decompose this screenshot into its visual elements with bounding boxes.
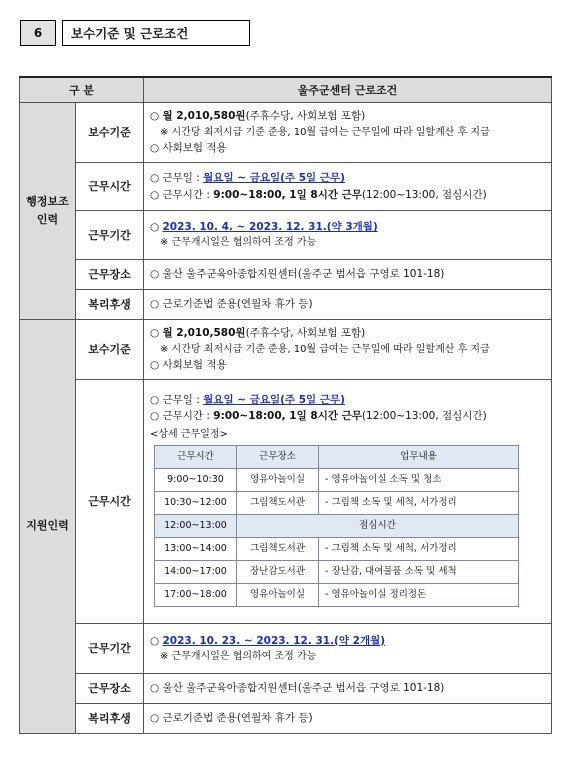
schedule-row: 10:30~12:00 그림책도서관 - 그림책 소독 및 세척, 서가정리 <box>155 492 519 515</box>
schedule-header: 근무장소 <box>237 446 319 469</box>
support-welfare-row <box>20 703 552 733</box>
schedule-header-row <box>155 446 519 469</box>
admin-welfare-row <box>20 289 552 319</box>
row-label: 근무장소 <box>76 673 144 703</box>
pay-content: ○ 월 2,010,580원(주휴수당, 사회보험 포함) ※ 시간당 최저시급 기준 준용, 10월 급여는 근무일에 따라 일할계산 후 지급 ○ 사회보험 적용 <box>144 102 552 162</box>
period-content: ○ 2023. 10. 23. ~ 2023. 12. 31.(약 2개월) ※ 근무개시일은 협의하여 조정 가능 <box>144 623 552 673</box>
welfare-content: ○ 근로기준법 준용(연월차 휴가 등) <box>144 289 552 319</box>
welfare-content: ○ 근로기준법 준용(연월차 휴가 등) <box>144 703 552 733</box>
admin-period-row <box>20 210 552 259</box>
schedule-table <box>154 445 519 607</box>
pay-content: ○ 월 2,010,580원(주휴수당, 사회보험 포함) ※ 시간당 최저시급 기준 준용, 10월 급여는 근무일에 따라 일할계산 후 지급 ○ 사회보험 적용 <box>144 319 552 379</box>
period-content: ○ 2023. 10. 4. ~ 2023. 12. 31.(약 3개월) ※ 근무개시일은 협의하여 조정 가능 <box>144 210 552 259</box>
section-number: 6 <box>20 20 56 46</box>
row-label: 근무기간 <box>76 210 144 259</box>
row-label: 근무시간 <box>76 379 144 623</box>
header-category: 구 분 <box>20 77 144 102</box>
section-header <box>20 20 250 46</box>
row-label: 근무기간 <box>76 623 144 673</box>
schedule-row: 14:00~17:00 장난감도서관 - 장난감, 대여물품 소독 및 세척 <box>155 561 519 584</box>
admin-pay-row <box>20 102 552 162</box>
group-support: 지원인력 <box>20 319 76 733</box>
admin-hours-row <box>20 162 552 210</box>
row-label: 근무장소 <box>76 259 144 289</box>
schedule-header: 업무내용 <box>319 446 519 469</box>
row-label: 보수기준 <box>76 102 144 162</box>
support-place-row <box>20 673 552 703</box>
section-title: 보수기준 및 근로조건 <box>62 20 250 46</box>
header-conditions: 울주군센터 근로조건 <box>144 77 552 102</box>
schedule-row-lunch: 12:00~13:00 점심시간 <box>155 515 519 538</box>
row-label: 복리후생 <box>76 289 144 319</box>
group-admin: 행정보조 인력 <box>20 102 76 319</box>
support-pay-row <box>20 319 552 379</box>
schedule-row: 9:00~10:30 영유아놀이실 - 영유아놀이실 소독 및 청소 <box>155 469 519 492</box>
row-label: 보수기준 <box>76 319 144 379</box>
support-hours-row <box>20 379 552 623</box>
hours-content: ○ 근무일 : 월요일 ~ 금요일(주 5일 근무) ○ 근무시간 : 9:00~18:00, 1일 8시간 근무(12:00~13:00, 점심시간) <상세 근무일정> 근무시간 근무장소 업무내용 9:00~10:30 영유아놀이실 - 영유아놀이실 소독 및 청소 10:30~12:00 그림책도서관 - 그림책 소독 및 세척, 서가정리 12:00~13:00 점심시간 13:00~14:00 그림책도서관 - 그림책 소독 및 세척, 서가정리 14:00~17:00 장난감도서관 - 장난감, 대여물품 소독 및 세척 17:00~18:00 영유아놀이실 - 영유아놀이실 정리정돈 <box>144 379 552 623</box>
conditions-table <box>19 76 552 734</box>
schedule-title: <상세 근무일정> <box>150 428 228 440</box>
table-header-row <box>20 77 552 102</box>
place-content: ○ 울산 울주군육아종합지원센터(울주군 범서읍 구영로 101-18) <box>144 259 552 289</box>
admin-place-row <box>20 259 552 289</box>
schedule-header: 근무시간 <box>155 446 237 469</box>
row-label: 근무시간 <box>76 162 144 210</box>
place-content: ○ 울산 울주군육아종합지원센터(울주군 범서읍 구영로 101-18) <box>144 673 552 703</box>
row-label: 복리후생 <box>76 703 144 733</box>
schedule-row: 13:00~14:00 그림책도서관 - 그림책 소독 및 세척, 서가정리 <box>155 538 519 561</box>
support-period-row <box>20 623 552 673</box>
schedule-row: 17:00~18:00 영유아놀이실 - 영유아놀이실 정리정돈 <box>155 584 519 607</box>
hours-content: ○ 근무일 : 월요일 ~ 금요일(주 5일 근무) ○ 근무시간 : 9:00~18:00, 1일 8시간 근무(12:00~13:00, 점심시간) <box>144 162 552 210</box>
